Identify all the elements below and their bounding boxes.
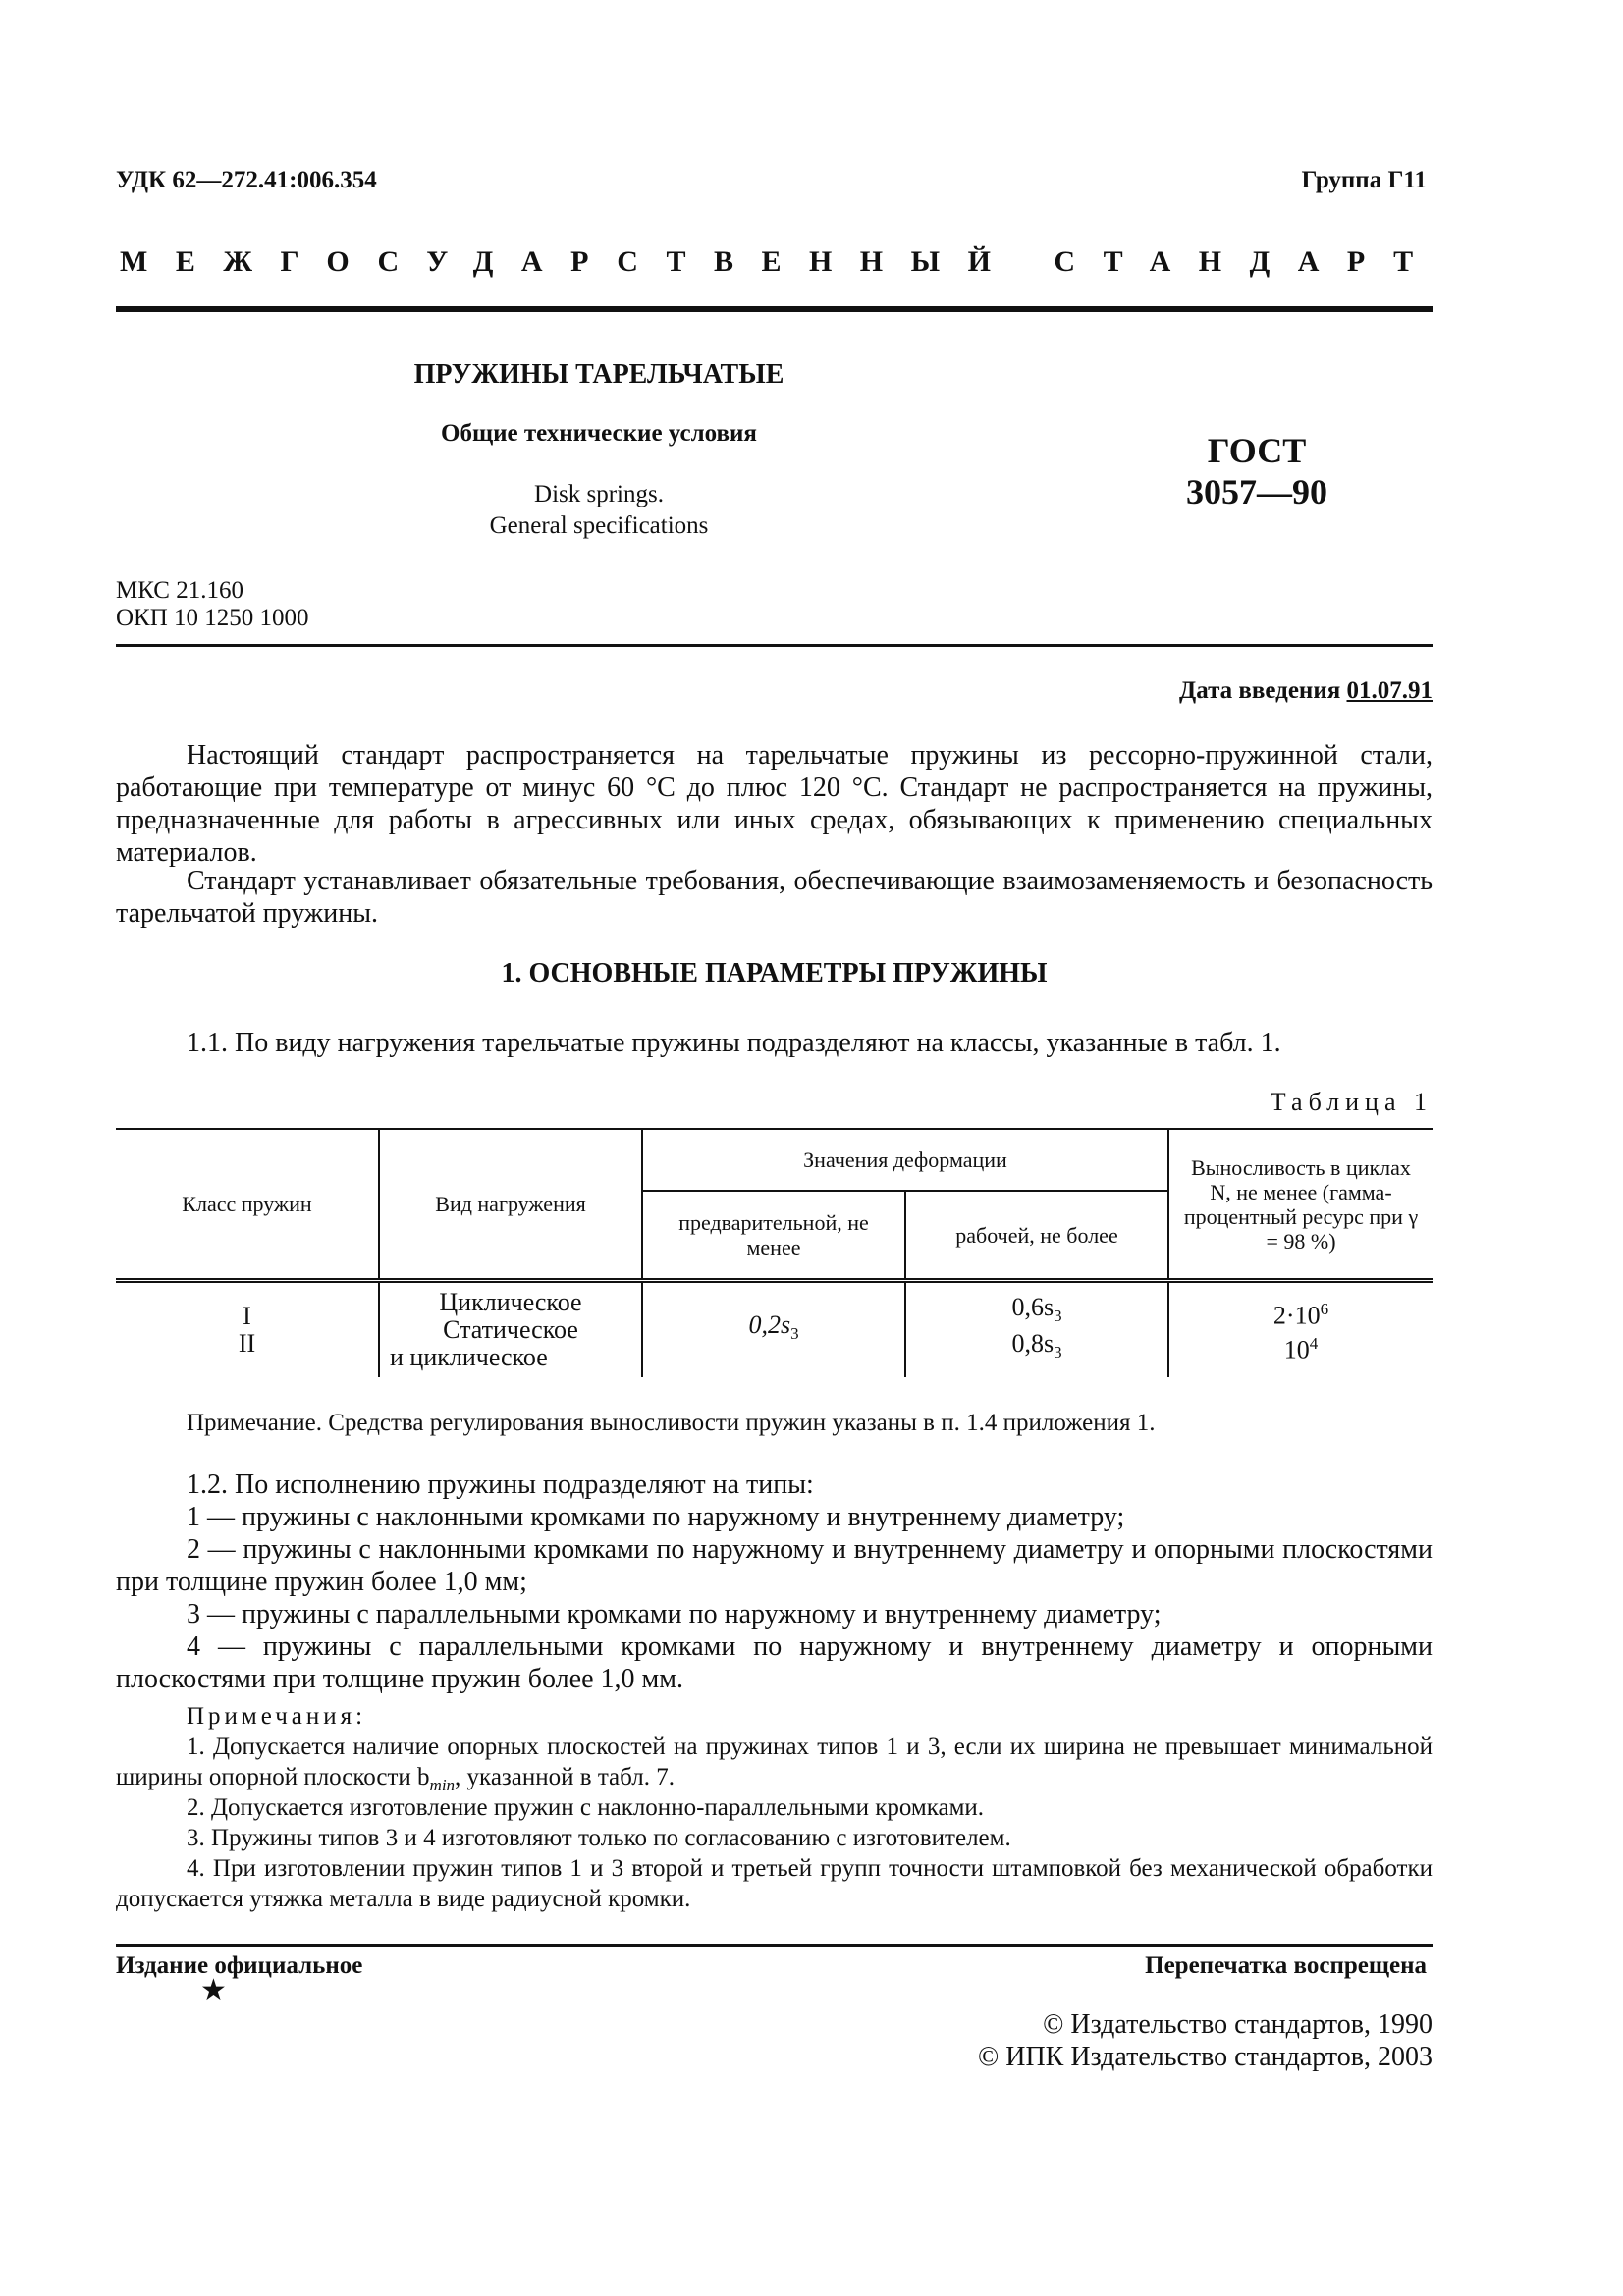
table-1-note: Примечание. Средства регулирования выносливости пружин указаны в п. 1.4 приложения 1. — [187, 1410, 1156, 1436]
row-1-load: Циклическое — [439, 1287, 582, 1316]
th-class: Класс пружин — [116, 1129, 379, 1281]
note-1-text-end: , указанной в табл. 7. — [455, 1764, 675, 1790]
table-1 — [116, 1128, 1433, 1377]
intro-date-value: 01.07.91 — [1346, 677, 1433, 704]
table-1-caption: Таблица 1 — [1270, 1088, 1433, 1116]
official-edition: Издание официальное — [116, 1952, 363, 1979]
okp-code: ОКП 10 1250 1000 — [116, 605, 309, 631]
type-3: 3 — пружины с параллельными кромками по наружному и внутреннему диаметру; — [187, 1599, 1162, 1629]
row-2-work-sub: 3 — [1054, 1342, 1062, 1362]
type-2: 2 — пружины с наклонными кромками по наружному и внутреннему диаметру и опорными плоскостями при толщине пружин более 1,0 мм; — [116, 1534, 1433, 1597]
row-2-load: Статическое — [443, 1314, 578, 1344]
note-2: 2. Допускается изготовление пружин с наклонно-параллельными кромками. — [187, 1794, 985, 1821]
reprint-prohibited: Перепечатка воспрещена — [1145, 1952, 1427, 1979]
row-2-load-cont: и циклическое — [390, 1342, 548, 1371]
cell-work — [905, 1281, 1168, 1377]
row-2-endurance-sup: 4 — [1309, 1333, 1319, 1353]
header-rule — [116, 306, 1433, 312]
cell-class — [116, 1281, 379, 1377]
th-endurance: Выносливость в циклах N, не менее (гамма-процентный ресурс при γ = 98 %) — [1168, 1129, 1433, 1281]
star-icon: ★ — [200, 1974, 227, 2006]
doc-subtitle: Общие технические условия — [441, 420, 757, 447]
doc-title-en-1: Disk springs. — [534, 481, 664, 507]
row-1-endurance-sup: 6 — [1320, 1300, 1329, 1319]
th-load: Вид нагружения — [379, 1129, 642, 1281]
intro-date — [1179, 677, 1433, 705]
row-1-endurance-value: 2·10 — [1272, 1301, 1321, 1330]
row-1-work — [906, 1294, 1167, 1330]
type-1: 1 — пружины с наклонными кромками по наружному и внутреннему диаметру; — [187, 1502, 1125, 1532]
note-4: 4. При изготовлении пружин типов 1 и 3 второй и третьей групп точности штамповкой без механической обработки допускается утяжка металла в виде радиусной кромки. — [116, 1855, 1433, 1912]
copyright-1990: © Издательство стандартов, 1990 — [1043, 2009, 1433, 2040]
note-1-text: 1. Допускается наличие опорных плоскостей на пружинах типов 1 и 3, если их ширина не превышает минимальной ширины опорной плоскости b — [116, 1734, 1433, 1790]
row-1-class: I — [243, 1301, 251, 1330]
note-1 — [116, 1732, 1433, 1800]
copyright-2003: © ИПК Издательство стандартов, 2003 — [977, 2042, 1433, 2072]
standard-banner: МЕЖГОСУДАРСТВЕННЫЙ СТАНДАРТ — [120, 245, 1441, 278]
row-1-endurance — [1169, 1296, 1433, 1330]
note-3: 3. Пружины типов 3 и 4 изготовляют только по согласованию с изготовителем. — [187, 1825, 1011, 1851]
cell-endurance — [1168, 1281, 1433, 1377]
group-code: Группа Г11 — [1301, 167, 1427, 193]
section-1-heading: 1. ОСНОВНЫЕ ПАРАМЕТРЫ ПРУЖИНЫ — [501, 958, 1048, 988]
doc-title: ПРУЖИНЫ ТАРЕЛЬЧАТЫЕ — [413, 359, 784, 390]
row-2-class: II — [238, 1328, 256, 1358]
type-4: 4 — пружины с параллельными кромками по наружному и внутреннему диаметру и опорными плоскостями при толщине пружин более 1,0 мм. — [116, 1631, 1433, 1694]
gost-number: 3057—90 — [1186, 472, 1327, 511]
notes-label: Примечания: — [187, 1703, 367, 1730]
row-1-work-value: 0,6s — [1011, 1292, 1055, 1321]
cell-pre — [642, 1281, 905, 1377]
footer-rule — [116, 1944, 1433, 1947]
paragraph-1-1: 1.1. По виду нагружения тарельчатые пружины подразделяют на классы, указанные в табл. 1. — [187, 1028, 1281, 1058]
doc-title-en-2: General specifications — [489, 512, 709, 539]
cell-load — [379, 1281, 642, 1377]
row-2-endurance-value: 10 — [1283, 1335, 1310, 1364]
row-1-pre-sub: 3 — [790, 1324, 799, 1344]
row-1-pre-value: 0,2s — [748, 1310, 791, 1340]
intro-paragraph-2: Стандарт устанавливает обязательные требования, обеспечивающие взаимозаменяемость и безопасность тарельчатой пружины. — [116, 866, 1433, 929]
note-1-sub: min — [429, 1776, 456, 1794]
th-pre: предварительной, не менее — [642, 1191, 905, 1280]
th-work: рабочей, не более — [905, 1191, 1168, 1280]
row-2-work — [906, 1330, 1167, 1366]
codes-rule — [116, 644, 1433, 647]
row-1-work-sub: 3 — [1054, 1306, 1062, 1325]
mks-code: МКС 21.160 — [116, 577, 243, 604]
row-2-work-value: 0,8s — [1011, 1328, 1055, 1358]
row-1-pre — [643, 1311, 904, 1348]
intro-paragraph-1: Настоящий стандарт распространяется на тарельчатые пружины из рессорно-пружинной стали, работающие при температуре от минус 60 °С до плюс 120 °С. Стандарт не распространяется на пружины, предназначенные для работы в агрессивных или иных средах, обязывающих к применению специальных материалов. — [116, 740, 1433, 868]
paragraph-1-2: 1.2. По исполнению пружины подразделяют на типы: — [187, 1469, 814, 1500]
th-deform: Значения деформации — [642, 1129, 1168, 1191]
row-2-endurance — [1169, 1330, 1433, 1364]
intro-date-label: Дата введения — [1179, 677, 1341, 704]
gost-label: ГОСТ — [1207, 431, 1307, 470]
udk-code: УДК 62—272.41:006.354 — [116, 167, 377, 193]
